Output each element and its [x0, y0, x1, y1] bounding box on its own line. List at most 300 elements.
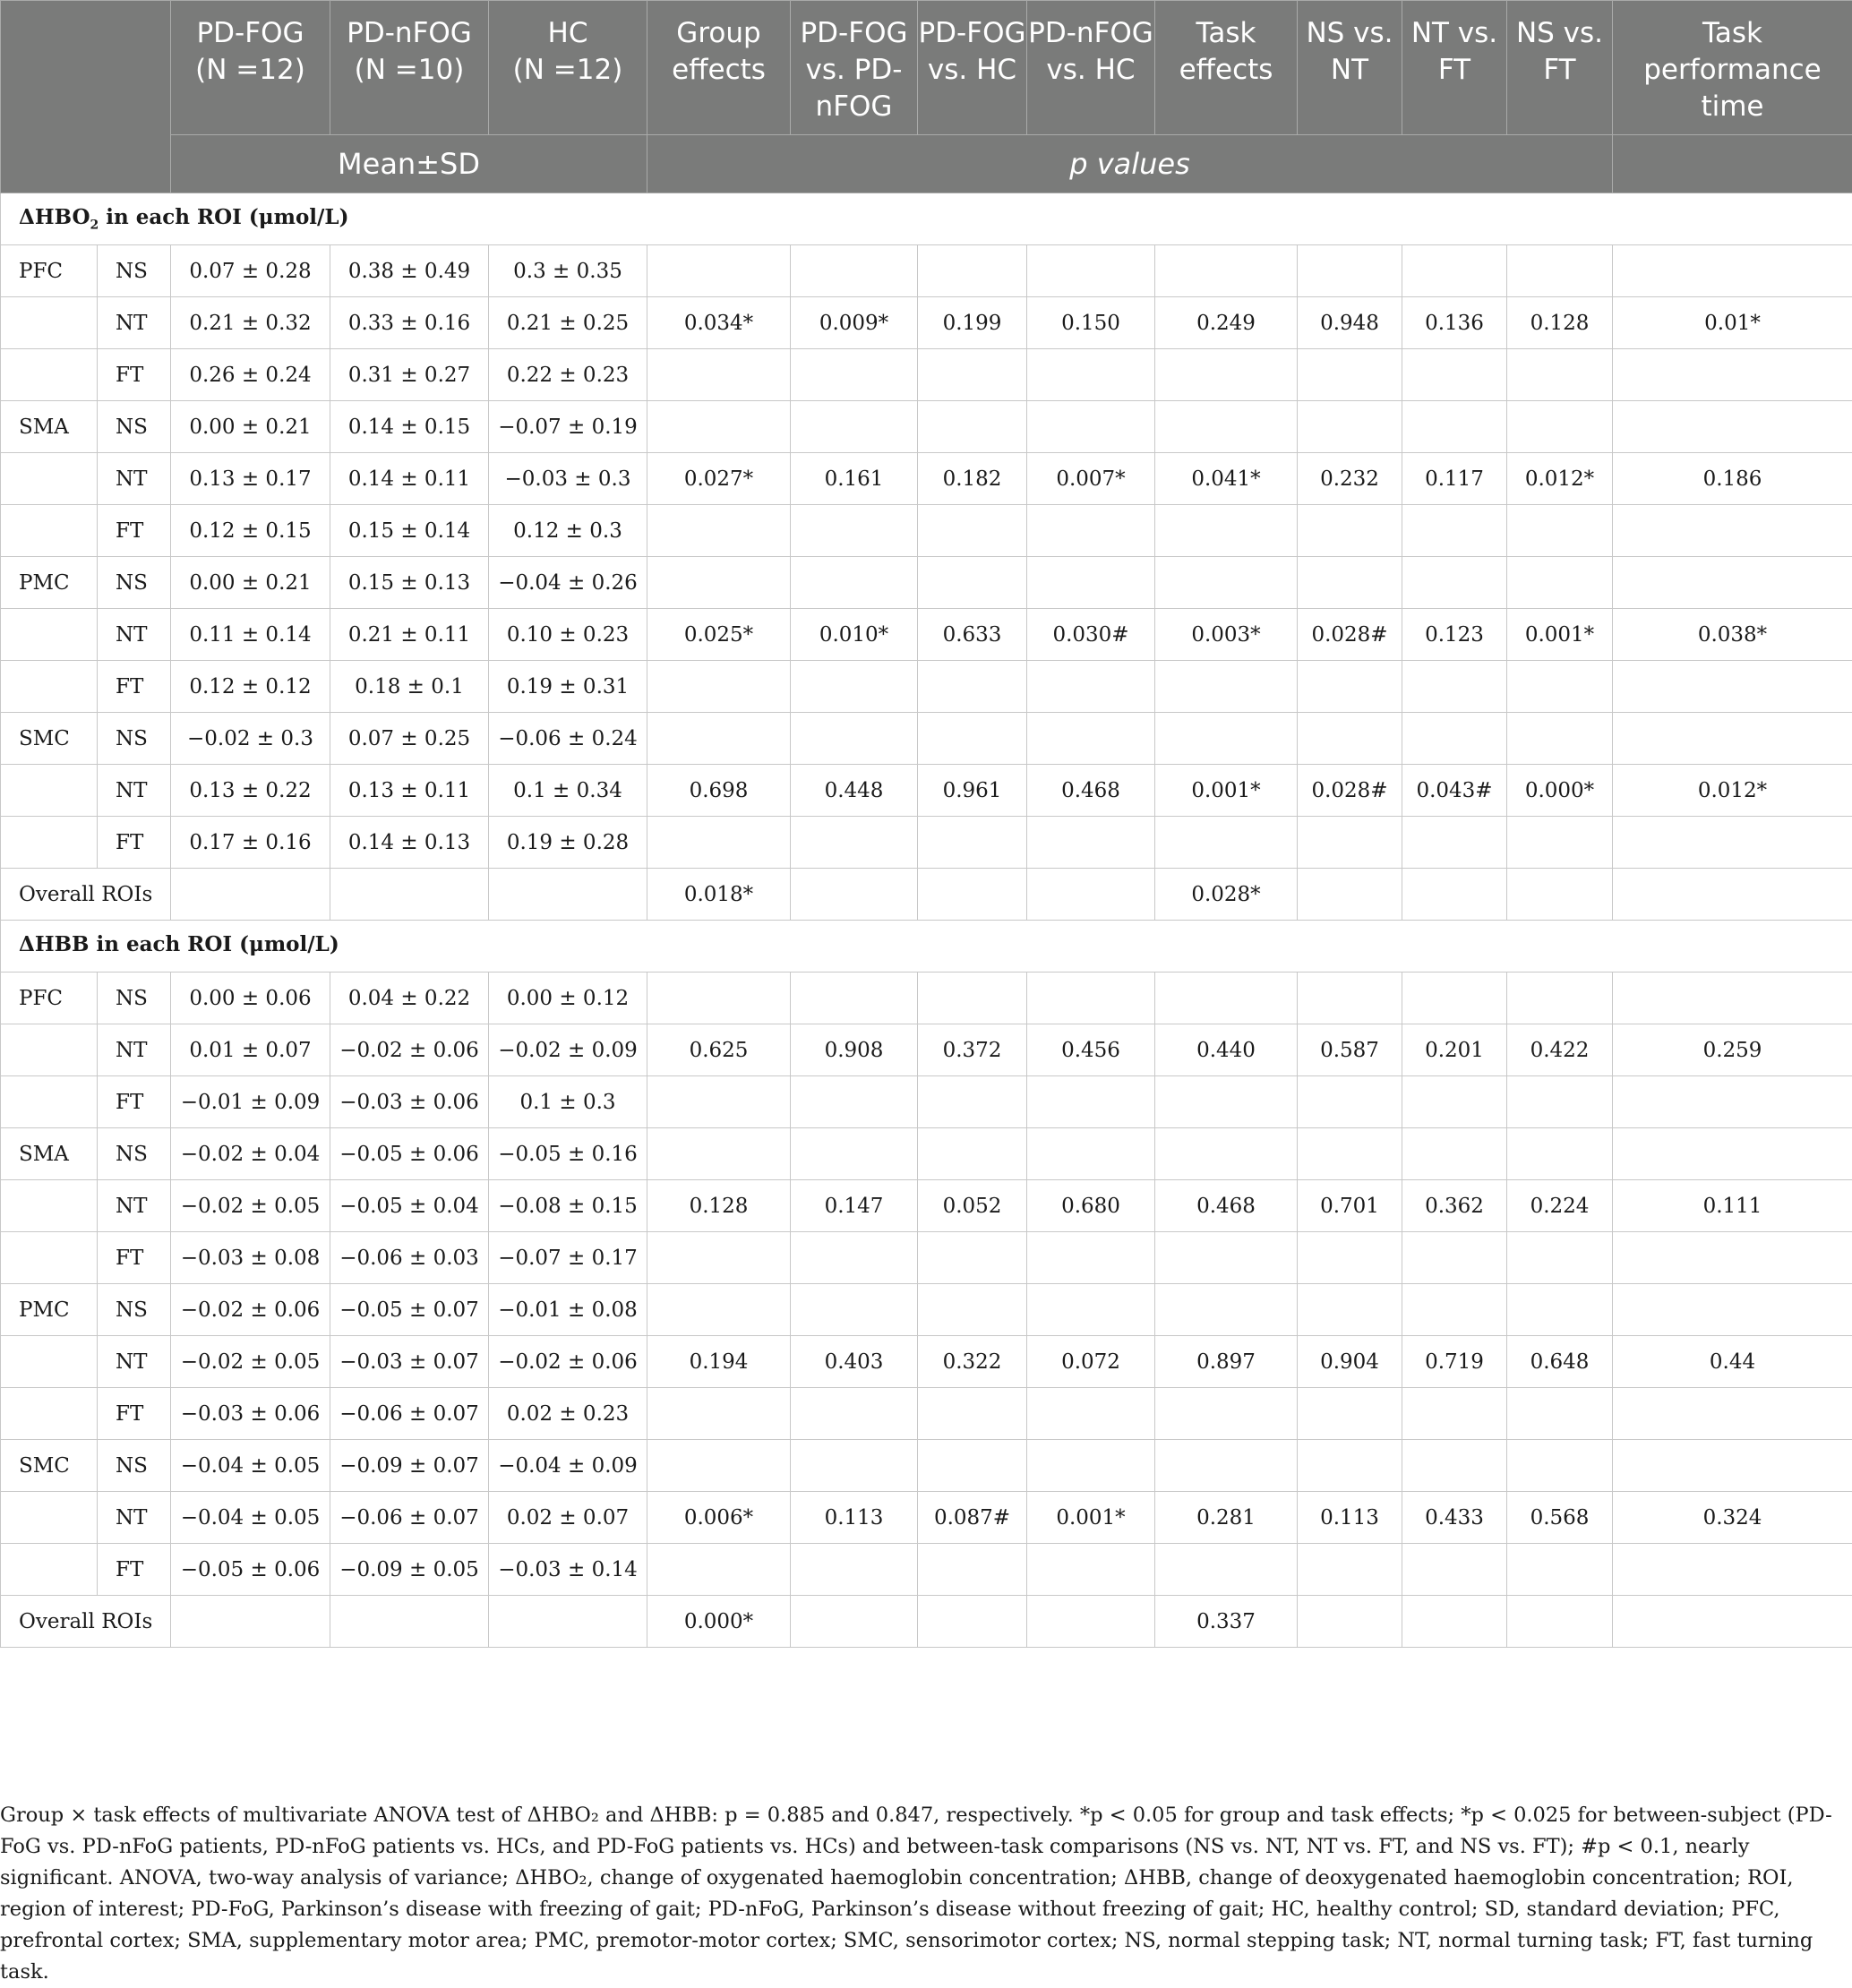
pdfog-vs-hc-p: 0.087#: [918, 1492, 1027, 1544]
ns-vs-ft-p: [1507, 245, 1613, 297]
ns-vs-nt-p: 0.028#: [1298, 765, 1402, 817]
pdnfog-vs-hc-p: [1027, 245, 1155, 297]
pdnfog-value: −0.02 ± 0.06: [330, 1024, 489, 1076]
section-title: [1, 193, 1852, 245]
hc-value: 0.3 ± 0.35: [489, 245, 647, 297]
roi-name: PMC: [1, 1284, 98, 1336]
pdnfog-vs-hc-p: [1027, 401, 1155, 453]
hc-value: 0.21 ± 0.25: [489, 297, 647, 349]
nt-vs-ft-p: [1402, 661, 1507, 713]
group-effect-p: [647, 1232, 791, 1284]
pdfog-vs-pdnfog-p: 0.908: [791, 1024, 918, 1076]
task-label: NS: [98, 557, 171, 609]
pdfog-vs-pdnfog-p: [791, 557, 918, 609]
task-time-p: [1613, 1284, 1852, 1336]
pdfog-vs-hc-p: 0.961: [918, 765, 1027, 817]
pdfog-vs-pdnfog-p: [791, 1544, 918, 1596]
pdfog-value: −0.03 ± 0.06: [171, 1388, 330, 1440]
ns-vs-ft-p: 0.128: [1507, 297, 1613, 349]
pdfog-value: −0.02 ± 0.06: [171, 1284, 330, 1336]
task-effect-p: [1155, 661, 1298, 713]
group-effect-p: [647, 817, 791, 869]
pdnfog-value: −0.05 ± 0.06: [330, 1128, 489, 1180]
group-effect-p: [647, 1128, 791, 1180]
group-effect-p: [647, 661, 791, 713]
pdfog-vs-pdnfog-p: [791, 1284, 918, 1336]
group-effect-p: [647, 505, 791, 557]
ns-vs-ft-p: [1507, 817, 1613, 869]
roi-name: [1, 1336, 98, 1388]
ns-vs-nt-p: 0.587: [1298, 1024, 1402, 1076]
pdfog-vs-hc-p: [918, 1440, 1027, 1492]
nt-vs-ft-p: 0.136: [1402, 297, 1507, 349]
hc-value: −0.04 ± 0.09: [489, 1440, 647, 1492]
pdfog-vs-hc-p: [918, 349, 1027, 401]
roi-name: SMA: [1, 1128, 98, 1180]
empty-cell: [330, 869, 489, 921]
table-row: [1, 245, 1852, 297]
empty-cell: [1613, 1596, 1852, 1648]
task-time-p: [1613, 1544, 1852, 1596]
section-title-sub: 2: [90, 219, 99, 233]
ns-vs-ft-p: 0.001*: [1507, 609, 1613, 661]
pdfog-vs-hc-p: [918, 1388, 1027, 1440]
pdnfog-vs-hc-p: [1027, 713, 1155, 765]
empty-cell: [1298, 869, 1402, 921]
ns-vs-nt-p: [1298, 557, 1402, 609]
pdfog-value: −0.02 ± 0.04: [171, 1128, 330, 1180]
roi-name: [1, 1180, 98, 1232]
roi-name: [1, 609, 98, 661]
pdnfog-value: 0.38 ± 0.49: [330, 245, 489, 297]
ns-vs-nt-p: [1298, 1544, 1402, 1596]
hc-value: −0.01 ± 0.08: [489, 1284, 647, 1336]
group-effect-p: 0.006*: [647, 1492, 791, 1544]
group-effect-p: 0.194: [647, 1336, 791, 1388]
hc-value: 0.02 ± 0.07: [489, 1492, 647, 1544]
group-effect-p: [647, 557, 791, 609]
task-time-p: [1613, 1128, 1852, 1180]
nt-vs-ft-p: 0.123: [1402, 609, 1507, 661]
task-effect-p: 0.440: [1155, 1024, 1298, 1076]
pdfog-value: 0.21 ± 0.32: [171, 297, 330, 349]
ns-vs-nt-p: 0.028#: [1298, 609, 1402, 661]
ns-vs-nt-p: 0.701: [1298, 1180, 1402, 1232]
table-row: [1, 505, 1852, 557]
task-time-p: 0.111: [1613, 1180, 1852, 1232]
group-effect-p: 0.027*: [647, 453, 791, 505]
pdfog-vs-hc-p: [918, 1232, 1027, 1284]
ns-vs-nt-p: [1298, 1232, 1402, 1284]
roi-name: [1, 1544, 98, 1596]
table-row: [1, 1544, 1852, 1596]
pdfog-value: −0.02 ± 0.3: [171, 713, 330, 765]
group-effect-p: 0.698: [647, 765, 791, 817]
pdnfog-value: 0.31 ± 0.27: [330, 349, 489, 401]
header-pdfog-vs-pdnfog: PD-FOG vs. PD-nFOG: [791, 1, 918, 135]
pdfog-value: 0.01 ± 0.07: [171, 1024, 330, 1076]
task-label: FT: [98, 1076, 171, 1128]
roi-name: SMC: [1, 713, 98, 765]
header-ns-vs-ft: NS vs. FT: [1507, 1, 1613, 135]
nt-vs-ft-p: 0.433: [1402, 1492, 1507, 1544]
pdfog-value: 0.17 ± 0.16: [171, 817, 330, 869]
task-label: NT: [98, 1492, 171, 1544]
task-label: FT: [98, 1388, 171, 1440]
table-row: [1, 557, 1852, 609]
pdfog-vs-hc-p: [918, 817, 1027, 869]
ns-vs-ft-p: 0.224: [1507, 1180, 1613, 1232]
task-label: NS: [98, 713, 171, 765]
empty-cell: [171, 869, 330, 921]
pdnfog-value: 0.21 ± 0.11: [330, 609, 489, 661]
header-pdnfog-vs-hc: PD-nFOG vs. HC: [1027, 1, 1155, 135]
ns-vs-nt-p: [1298, 1128, 1402, 1180]
pdfog-vs-pdnfog-p: [791, 661, 918, 713]
pdnfog-vs-hc-p: 0.007*: [1027, 453, 1155, 505]
hc-value: 0.19 ± 0.28: [489, 817, 647, 869]
empty-cell: [1402, 869, 1507, 921]
nt-vs-ft-p: 0.362: [1402, 1180, 1507, 1232]
table-row: [1, 973, 1852, 1024]
pdfog-vs-hc-p: 0.182: [918, 453, 1027, 505]
task-time-p: [1613, 349, 1852, 401]
task-label: NS: [98, 973, 171, 1024]
pdfog-vs-hc-p: [918, 401, 1027, 453]
ns-vs-nt-p: 0.948: [1298, 297, 1402, 349]
pdfog-value: 0.12 ± 0.15: [171, 505, 330, 557]
pdfog-value: −0.05 ± 0.06: [171, 1544, 330, 1596]
ns-vs-ft-p: [1507, 1076, 1613, 1128]
pdfog-value: −0.02 ± 0.05: [171, 1180, 330, 1232]
task-time-p: [1613, 1440, 1852, 1492]
nt-vs-ft-p: [1402, 505, 1507, 557]
section-header-row: [1, 193, 1852, 245]
nt-vs-ft-p: 0.043#: [1402, 765, 1507, 817]
pdfog-vs-hc-p: [918, 1284, 1027, 1336]
task-effect-p: [1155, 505, 1298, 557]
pdfog-vs-pdnfog-p: [791, 1076, 918, 1128]
pdfog-vs-hc-p: 0.199: [918, 297, 1027, 349]
table-row: [1, 1076, 1852, 1128]
task-time-p: 0.186: [1613, 453, 1852, 505]
pdfog-vs-pdnfog-p: [791, 973, 918, 1024]
roi-name: PFC: [1, 973, 98, 1024]
ns-vs-nt-p: [1298, 505, 1402, 557]
pdnfog-value: −0.06 ± 0.07: [330, 1388, 489, 1440]
empty-cell: [489, 869, 647, 921]
group-effect-p: [647, 401, 791, 453]
empty-cell: [1027, 1596, 1155, 1648]
task-effect-p: 0.249: [1155, 297, 1298, 349]
task-effect-p: [1155, 557, 1298, 609]
header-task-effects: Task effects: [1155, 1, 1298, 135]
group-effect-p: [647, 1388, 791, 1440]
task-label: NT: [98, 609, 171, 661]
roi-name: [1, 765, 98, 817]
task-time-p: 0.324: [1613, 1492, 1852, 1544]
ns-vs-ft-p: [1507, 1284, 1613, 1336]
table-row: [1, 765, 1852, 817]
table-row: [1, 1336, 1852, 1388]
ns-vs-nt-p: 0.904: [1298, 1336, 1402, 1388]
group-effect-p: [647, 1440, 791, 1492]
table-row: [1, 661, 1852, 713]
overall-group-p: 0.018*: [647, 869, 791, 921]
subheader-mean-sd: Mean±SD: [171, 135, 647, 193]
table-row: [1, 817, 1852, 869]
section-title-main: ΔHBB: [19, 932, 89, 956]
section-title-rest: in each ROI (μmol/L): [99, 205, 348, 229]
pdfog-value: −0.04 ± 0.05: [171, 1492, 330, 1544]
roi-name: SMA: [1, 401, 98, 453]
hc-value: −0.05 ± 0.16: [489, 1128, 647, 1180]
subheader-p-values: p values: [647, 135, 1613, 193]
task-label: NT: [98, 453, 171, 505]
pdnfog-vs-hc-p: [1027, 1440, 1155, 1492]
nt-vs-ft-p: [1402, 401, 1507, 453]
pdnfog-vs-hc-p: 0.001*: [1027, 1492, 1155, 1544]
header-ns-vs-nt: NS vs. NT: [1298, 1, 1402, 135]
pdfog-vs-pdnfog-p: [791, 245, 918, 297]
pdfog-value: 0.13 ± 0.22: [171, 765, 330, 817]
hc-value: −0.03 ± 0.14: [489, 1544, 647, 1596]
group-effect-p: [647, 1076, 791, 1128]
ns-vs-nt-p: [1298, 1284, 1402, 1336]
task-time-p: [1613, 557, 1852, 609]
overall-group-p: 0.000*: [647, 1596, 791, 1648]
ns-vs-nt-p: [1298, 817, 1402, 869]
pdfog-vs-pdnfog-p: [791, 401, 918, 453]
pdfog-vs-pdnfog-p: 0.010*: [791, 609, 918, 661]
task-effect-p: [1155, 973, 1298, 1024]
pdfog-vs-hc-p: [918, 973, 1027, 1024]
group-effect-p: 0.025*: [647, 609, 791, 661]
pdfog-value: −0.01 ± 0.09: [171, 1076, 330, 1128]
task-label: FT: [98, 1232, 171, 1284]
pdfog-vs-hc-p: [918, 1544, 1027, 1596]
hc-value: −0.06 ± 0.24: [489, 713, 647, 765]
empty-cell: [791, 869, 918, 921]
hc-value: −0.08 ± 0.15: [489, 1180, 647, 1232]
pdnfog-value: 0.33 ± 0.16: [330, 297, 489, 349]
ns-vs-ft-p: [1507, 713, 1613, 765]
pdnfog-value: −0.09 ± 0.07: [330, 1440, 489, 1492]
pdfog-vs-pdnfog-p: 0.113: [791, 1492, 918, 1544]
ns-vs-ft-p: [1507, 349, 1613, 401]
group-effect-p: [647, 1544, 791, 1596]
pdfog-value: 0.11 ± 0.14: [171, 609, 330, 661]
pdnfog-vs-hc-p: [1027, 1232, 1155, 1284]
ns-vs-nt-p: [1298, 661, 1402, 713]
subheader-row: [1, 135, 1852, 193]
pdfog-vs-hc-p: 0.372: [918, 1024, 1027, 1076]
pdfog-vs-pdnfog-p: [791, 1440, 918, 1492]
hc-value: 0.02 ± 0.23: [489, 1388, 647, 1440]
ns-vs-ft-p: [1507, 557, 1613, 609]
pdfog-value: 0.00 ± 0.06: [171, 973, 330, 1024]
ns-vs-nt-p: [1298, 1440, 1402, 1492]
hc-value: −0.02 ± 0.09: [489, 1024, 647, 1076]
nt-vs-ft-p: [1402, 817, 1507, 869]
ns-vs-ft-p: [1507, 1544, 1613, 1596]
ns-vs-nt-p: 0.113: [1298, 1492, 1402, 1544]
nt-vs-ft-p: 0.117: [1402, 453, 1507, 505]
task-time-p: [1613, 1232, 1852, 1284]
task-effect-p: [1155, 1544, 1298, 1596]
header-hc-n: (N =12): [513, 54, 623, 86]
pdfog-vs-hc-p: 0.052: [918, 1180, 1027, 1232]
pdnfog-vs-hc-p: 0.030#: [1027, 609, 1155, 661]
empty-cell: [1402, 1596, 1507, 1648]
pdnfog-value: 0.15 ± 0.13: [330, 557, 489, 609]
task-time-p: [1613, 661, 1852, 713]
task-effect-p: [1155, 245, 1298, 297]
group-effect-p: 0.128: [647, 1180, 791, 1232]
pdfog-value: −0.04 ± 0.05: [171, 1440, 330, 1492]
task-time-p: [1613, 973, 1852, 1024]
ns-vs-nt-p: [1298, 1076, 1402, 1128]
pdnfog-vs-hc-p: [1027, 661, 1155, 713]
pdfog-vs-hc-p: [918, 1076, 1027, 1128]
ns-vs-ft-p: 0.568: [1507, 1492, 1613, 1544]
pdfog-vs-pdnfog-p: [791, 349, 918, 401]
empty-cell: [1507, 1596, 1613, 1648]
pdfog-vs-pdnfog-p: 0.147: [791, 1180, 918, 1232]
nt-vs-ft-p: [1402, 1544, 1507, 1596]
ns-vs-nt-p: [1298, 349, 1402, 401]
task-label: NS: [98, 1284, 171, 1336]
pdfog-vs-pdnfog-p: 0.448: [791, 765, 918, 817]
hc-value: 0.19 ± 0.31: [489, 661, 647, 713]
group-effect-p: 0.625: [647, 1024, 791, 1076]
task-time-p: [1613, 713, 1852, 765]
ns-vs-nt-p: [1298, 245, 1402, 297]
pdnfog-value: −0.03 ± 0.06: [330, 1076, 489, 1128]
pdnfog-vs-hc-p: [1027, 1284, 1155, 1336]
roi-name: PMC: [1, 557, 98, 609]
task-time-p: [1613, 245, 1852, 297]
ns-vs-ft-p: 0.422: [1507, 1024, 1613, 1076]
pdnfog-vs-hc-p: [1027, 1544, 1155, 1596]
pdnfog-vs-hc-p: 0.468: [1027, 765, 1155, 817]
pdfog-value: 0.00 ± 0.21: [171, 557, 330, 609]
group-effect-p: 0.034*: [647, 297, 791, 349]
hc-value: 0.1 ± 0.3: [489, 1076, 647, 1128]
task-label: NT: [98, 1024, 171, 1076]
group-effect-p: [647, 1284, 791, 1336]
pdnfog-vs-hc-p: [1027, 557, 1155, 609]
hc-value: −0.02 ± 0.06: [489, 1336, 647, 1388]
section-header-row: [1, 921, 1852, 973]
nt-vs-ft-p: [1402, 1440, 1507, 1492]
nt-vs-ft-p: [1402, 1076, 1507, 1128]
section-title: [1, 921, 1852, 973]
overall-task-p: 0.337: [1155, 1596, 1298, 1648]
roi-name: [1, 817, 98, 869]
table-row: [1, 349, 1852, 401]
pdnfog-value: −0.03 ± 0.07: [330, 1336, 489, 1388]
table-body: [1, 193, 1852, 1648]
pdnfog-vs-hc-p: [1027, 1388, 1155, 1440]
pdfog-vs-pdnfog-p: 0.161: [791, 453, 918, 505]
table-row: [1, 1180, 1852, 1232]
subheader-blank: [1613, 135, 1852, 193]
pdfog-vs-pdnfog-p: [791, 713, 918, 765]
pdnfog-value: 0.04 ± 0.22: [330, 973, 489, 1024]
task-effect-p: 0.897: [1155, 1336, 1298, 1388]
nt-vs-ft-p: [1402, 1128, 1507, 1180]
task-effect-p: [1155, 401, 1298, 453]
ns-vs-nt-p: [1298, 973, 1402, 1024]
ns-vs-ft-p: 0.000*: [1507, 765, 1613, 817]
roi-name: [1, 1076, 98, 1128]
task-time-p: [1613, 1388, 1852, 1440]
overall-label: Overall ROIs: [1, 1596, 171, 1648]
task-label: NT: [98, 297, 171, 349]
header-blank: [1, 1, 171, 193]
pdfog-value: 0.13 ± 0.17: [171, 453, 330, 505]
empty-cell: [918, 1596, 1027, 1648]
roi-name: PFC: [1, 245, 98, 297]
table-row: [1, 1024, 1852, 1076]
nt-vs-ft-p: [1402, 973, 1507, 1024]
pdfog-vs-pdnfog-p: 0.009*: [791, 297, 918, 349]
pdfog-value: 0.12 ± 0.12: [171, 661, 330, 713]
header-pdfog: PD-FOG (N =12): [171, 1, 330, 135]
table-row: [1, 297, 1852, 349]
pdfog-value: −0.02 ± 0.05: [171, 1336, 330, 1388]
table-row: [1, 1440, 1852, 1492]
task-time-p: 0.259: [1613, 1024, 1852, 1076]
pdnfog-value: 0.07 ± 0.25: [330, 713, 489, 765]
header-nt-vs-ft: NT vs. FT: [1402, 1, 1507, 135]
ns-vs-nt-p: 0.232: [1298, 453, 1402, 505]
pdnfog-value: 0.14 ± 0.15: [330, 401, 489, 453]
pdnfog-vs-hc-p: [1027, 349, 1155, 401]
header-pdnfog: PD-nFOG (N =10): [330, 1, 489, 135]
pdnfog-value: 0.15 ± 0.14: [330, 505, 489, 557]
task-label: NS: [98, 1440, 171, 1492]
task-effect-p: [1155, 1440, 1298, 1492]
pdfog-vs-hc-p: [918, 557, 1027, 609]
pdnfog-vs-hc-p: [1027, 973, 1155, 1024]
header-pdfog-vs-hc: PD-FOG vs. HC: [918, 1, 1027, 135]
task-effect-p: [1155, 817, 1298, 869]
task-effect-p: [1155, 1076, 1298, 1128]
group-effect-p: [647, 713, 791, 765]
section-title-main: ΔHBO: [19, 205, 90, 229]
nt-vs-ft-p: [1402, 713, 1507, 765]
pdnfog-value: −0.05 ± 0.07: [330, 1284, 489, 1336]
task-effect-p: [1155, 713, 1298, 765]
pdfog-vs-hc-p: 0.633: [918, 609, 1027, 661]
task-label: NT: [98, 1336, 171, 1388]
empty-cell: [791, 1596, 918, 1648]
table-row: [1, 401, 1852, 453]
pdnfog-value: −0.05 ± 0.04: [330, 1180, 489, 1232]
task-effect-p: [1155, 1284, 1298, 1336]
nt-vs-ft-p: [1402, 245, 1507, 297]
task-effect-p: 0.468: [1155, 1180, 1298, 1232]
overall-row: [1, 1596, 1852, 1648]
ns-vs-ft-p: [1507, 1232, 1613, 1284]
roi-name: [1, 661, 98, 713]
empty-cell: [1507, 869, 1613, 921]
task-time-p: [1613, 505, 1852, 557]
pdnfog-vs-hc-p: [1027, 505, 1155, 557]
pdfog-vs-pdnfog-p: 0.403: [791, 1336, 918, 1388]
